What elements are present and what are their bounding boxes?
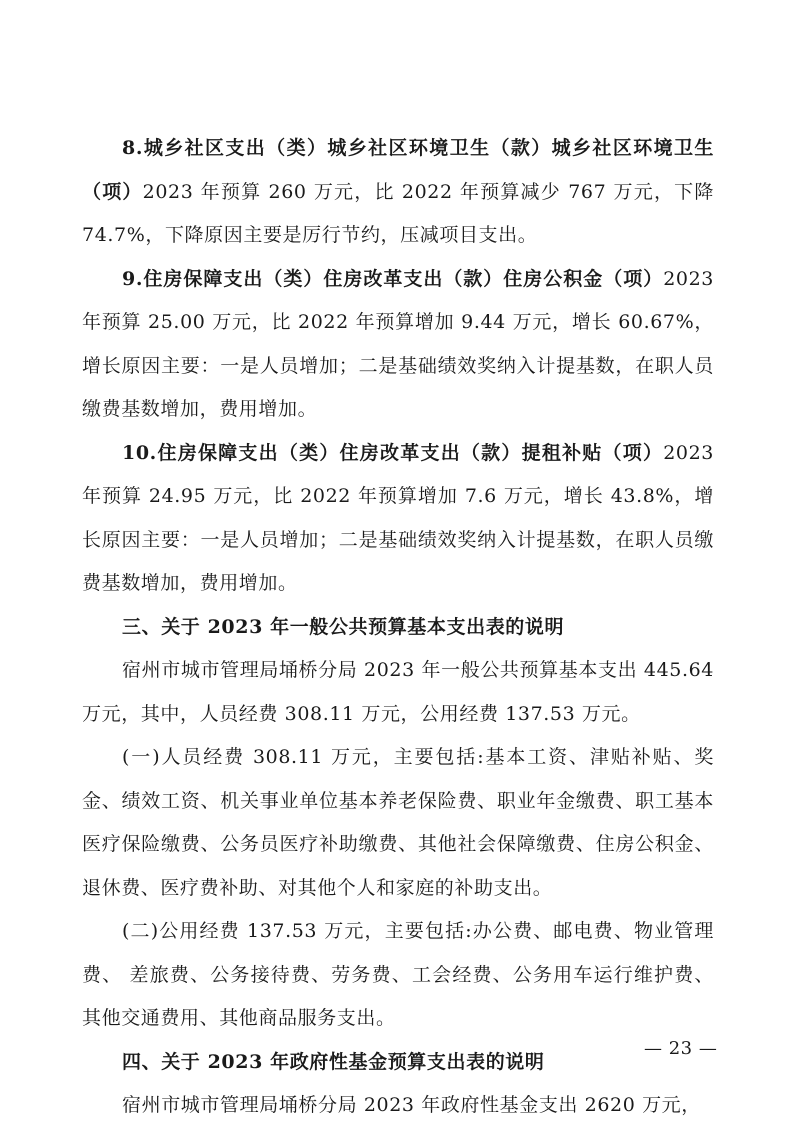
section-heading-4: 四、关于 2023 年政府性基金预算支出表的说明 [122, 1050, 545, 1073]
section-heading-3: 三、关于 2023 年一般公共预算基本支出表的说明 [122, 615, 565, 638]
paragraph-personnel-expenses: (一)人员经费 308.11 万元，主要包括:基本工资、津贴补贴、奖金、绩效工资、机关事业单位基本养老保险费、职业年金缴费、职工基本医疗保险缴费、公务员医疗补助缴费、其他社会保障缴费、住房公积金、退休费、医疗费补助、对其他个人和家庭的补助支出。 [82, 746, 714, 899]
paragraph-public-expenses: (二)公用经费 137.53 万元，主要包括:办公费、邮电费、物业管理费、 差旅费、公务接待费、劳务费、工会经费、公务用车运行维护费、其他交通费用、其他商品服务支出。 [82, 920, 714, 1029]
item-10-title: 10.住房保障支出（类）住房改革支出（款）提租补贴（项） [122, 441, 664, 464]
paragraph-item-10 [82, 432, 714, 606]
paragraph-government-fund: 宿州市城市管理局埇桥分局 2023 年政府性基金支出 2620 万元， [122, 1094, 701, 1116]
item-9-title: 9.住房保障支出（类）住房改革支出（款）住房公积金（项） [122, 267, 664, 290]
item-10-body: 2023 年预算 24.95 万元，比 2022 年预算增加 7.6 万元，增长 43.8%，增长原因主要：一是人员增加；二是基础绩效奖纳入计提基数，在职人员缴费基数增加，费用增加。 [82, 441, 714, 594]
paragraph-item-8 [82, 127, 714, 258]
item-8-body: 2023 年预算 260 万元，比 2022 年预算减少 767 万元，下降 74.7%，下降原因主要是厉行节约，压减项目支出。 [82, 180, 714, 246]
page-number: — 23 — [644, 1038, 718, 1059]
document-body [82, 127, 714, 1128]
item-9-body: 2023 年预算 25.00 万元，比 2022 年预算增加 9.44 万元，增长 60.67%，增长原因主要：一是人员增加；二是基础绩效奖纳入计提基数，在职人员缴费基数增加，费用增加。 [82, 267, 714, 420]
paragraph-basic-expenditure: 宿州市城市管理局埇桥分局 2023 年一般公共预算基本支出 445.64 万元，其中，人员经费 308.11 万元，公用经费 137.53 万元。 [82, 659, 714, 725]
item-8-title: 8.城乡社区支出（类）城乡社区环境卫生（款）城乡社区环境卫生（项） [82, 137, 714, 203]
paragraph-item-9 [82, 258, 714, 432]
